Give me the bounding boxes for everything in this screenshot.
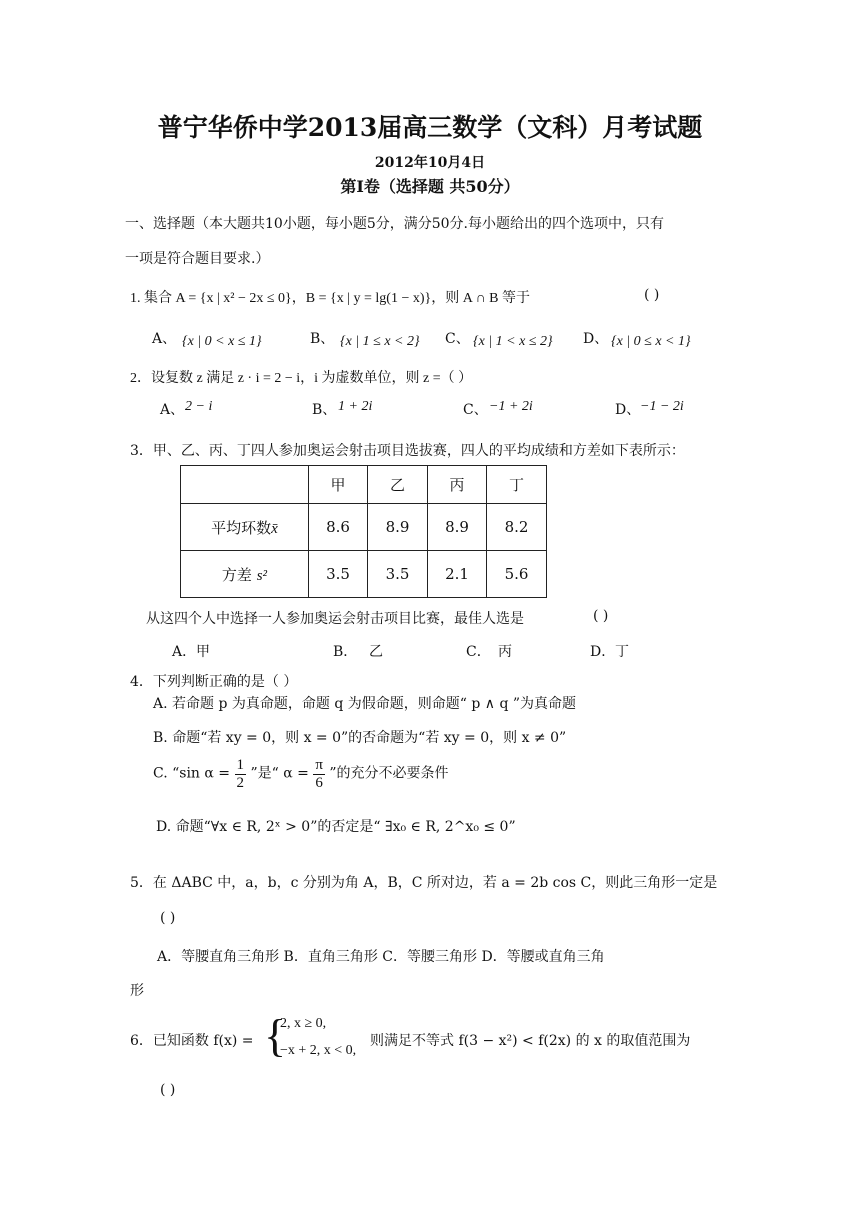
question-6-answer-paren: ( ) <box>160 1082 176 1098</box>
q1-option-b-label: B、 <box>310 331 335 347</box>
score-table <box>180 465 547 598</box>
table-cell: 8.2 <box>487 504 547 551</box>
section-instructions-line2: 一项是符合题目要求.） <box>125 251 270 267</box>
q1-option-a: {x | 0 < x ≤ 1} <box>182 334 262 349</box>
q3-option-d-label: D． <box>590 644 616 660</box>
table-row <box>181 551 547 598</box>
question-1-stem: 1. 集合 A = {x | x² − 2x ≤ 0}，B = {x | y = lg(1 − x)}，则 A ∩ B 等于 <box>130 291 531 306</box>
table-cell: 3.5 <box>309 551 368 598</box>
piecewise-case-2: −x + 2, x < 0, <box>280 1043 357 1058</box>
table-header-row <box>181 466 547 504</box>
question-1-answer-paren: ( ) <box>644 287 660 303</box>
q2-option-c: −1 + 2i <box>489 399 533 414</box>
q4-option-c: C. “sin α = $\frac{1}{2}$ ”是“ α = $\frac{\pi}{6}$ ”的充分不必要条件 <box>153 757 449 791</box>
question-3-answer-paren: ( ) <box>593 608 609 624</box>
q2-option-d-label: D、 <box>615 402 641 418</box>
q2-option-b: 1 + 2i <box>338 399 373 414</box>
question-6-suffix: 则满足不等式 f(3 − x²) < f(2x) 的 x 的取值范围为 <box>370 1033 691 1049</box>
table-cell: 5.6 <box>487 551 547 598</box>
q3-option-b-label: B． <box>333 644 358 660</box>
q4-option-d: D. 命题“∀x ∈ R, 2ˣ > 0”的否定是“ ∃x₀ ∈ R, 2^x₀ ≤ 0” <box>156 819 516 835</box>
q3-option-c-label: C． <box>466 644 491 660</box>
part-title: 第Ⅰ卷（选择题 共50分） <box>340 177 520 196</box>
q3-option-a: 甲 <box>196 644 210 660</box>
q1-option-c-label: C、 <box>445 331 470 347</box>
row-label-variance: 方差 s² <box>181 551 309 598</box>
question-5-answer-paren: ( ) <box>160 910 176 926</box>
question-3-prompt: 从这四个人中选择一人参加奥运会射击项目比赛，最佳人选是 <box>146 611 524 627</box>
section-instructions-line1: 一、选择题（本大题共10小题，每小题5分，满分50分.每小题给出的四个选项中，只有 <box>125 216 664 232</box>
table-cell: 8.9 <box>368 504 428 551</box>
table-row <box>181 504 547 551</box>
q3-option-b: 乙 <box>369 644 383 660</box>
q5-options-wrap: 形 <box>130 983 144 999</box>
table-header-yi: 乙 <box>368 466 428 504</box>
table-cell: 8.6 <box>309 504 368 551</box>
variance-symbol: s² <box>256 567 268 584</box>
question-5-stem: 5．在 ΔABC 中，a，b，c 分别为角 A，B，C 所对边，若 a = 2b cos C，则此三角形一定是 <box>130 875 718 891</box>
q3-option-a-label: A． <box>172 644 197 660</box>
table-header-jia: 甲 <box>309 466 368 504</box>
q2-option-c-label: C、 <box>463 402 488 418</box>
row-label-mean: 平均环数x̄ <box>181 504 309 551</box>
q4-option-b: B. 命题“若 xy = 0，则 x = 0”的否命题为“若 xy = 0，则 x ≠ 0” <box>153 730 567 746</box>
q2-option-b-label: B、 <box>312 402 337 418</box>
piecewise-case-1: 2, x ≥ 0, <box>280 1016 327 1031</box>
question-3-stem: 3．甲、乙、丙、丁四人参加奥运会射击项目选拔赛，四人的平均成绩和方差如下表所示： <box>130 443 685 459</box>
q4-option-a: A. 若命题 p 为真命题，命题 q 为假命题，则命题“ p ∧ q ”为真命题 <box>153 696 577 712</box>
q1-option-d-label: D、 <box>583 331 609 347</box>
question-6-prefix: 6．已知函数 f(x) = <box>130 1033 254 1049</box>
exam-title: 普宁华侨中学2013届高三数学（文科）月考试题 <box>157 113 703 142</box>
q1-option-b: {x | 1 ≤ x < 2} <box>340 334 420 349</box>
table-cell: 3.5 <box>368 551 428 598</box>
table-header-ding: 丁 <box>487 466 547 504</box>
q3-option-c: 丙 <box>498 644 512 660</box>
q2-option-a-label: A、 <box>160 402 185 418</box>
exam-date: 2012年10月4日 <box>374 155 486 171</box>
question-4-stem: 4．下列判断正确的是（ ） <box>130 674 298 690</box>
q1-option-a-label: A、 <box>152 331 177 347</box>
q2-option-d: −1 − 2i <box>640 399 684 414</box>
q1-option-c: {x | 1 < x ≤ 2} <box>473 334 553 349</box>
fraction-pi-sixth: $\frac{\pi}{6}$ <box>315 757 323 791</box>
fraction-one-half: $\frac{1}{2}$ <box>236 757 244 791</box>
table-cell: 2.1 <box>428 551 487 598</box>
q2-option-a: 2 − i <box>185 399 213 414</box>
table-header-empty <box>181 466 309 504</box>
mean-symbol: x̄ <box>271 520 278 537</box>
table-cell: 8.9 <box>428 504 487 551</box>
piecewise-brace: { <box>264 1010 287 1061</box>
q3-option-d: 丁 <box>615 644 629 660</box>
q1-option-d: {x | 0 ≤ x < 1} <box>611 334 691 349</box>
table-header-bing: 丙 <box>428 466 487 504</box>
q5-options: A．等腰直角三角形 B．直角三角形 C．等腰三角形 D．等腰或直角三角 <box>157 949 605 965</box>
question-2-stem: 2．设复数 z 满足 z · i = 2 − i，i 为虚数单位，则 z =（ ） <box>130 371 473 386</box>
